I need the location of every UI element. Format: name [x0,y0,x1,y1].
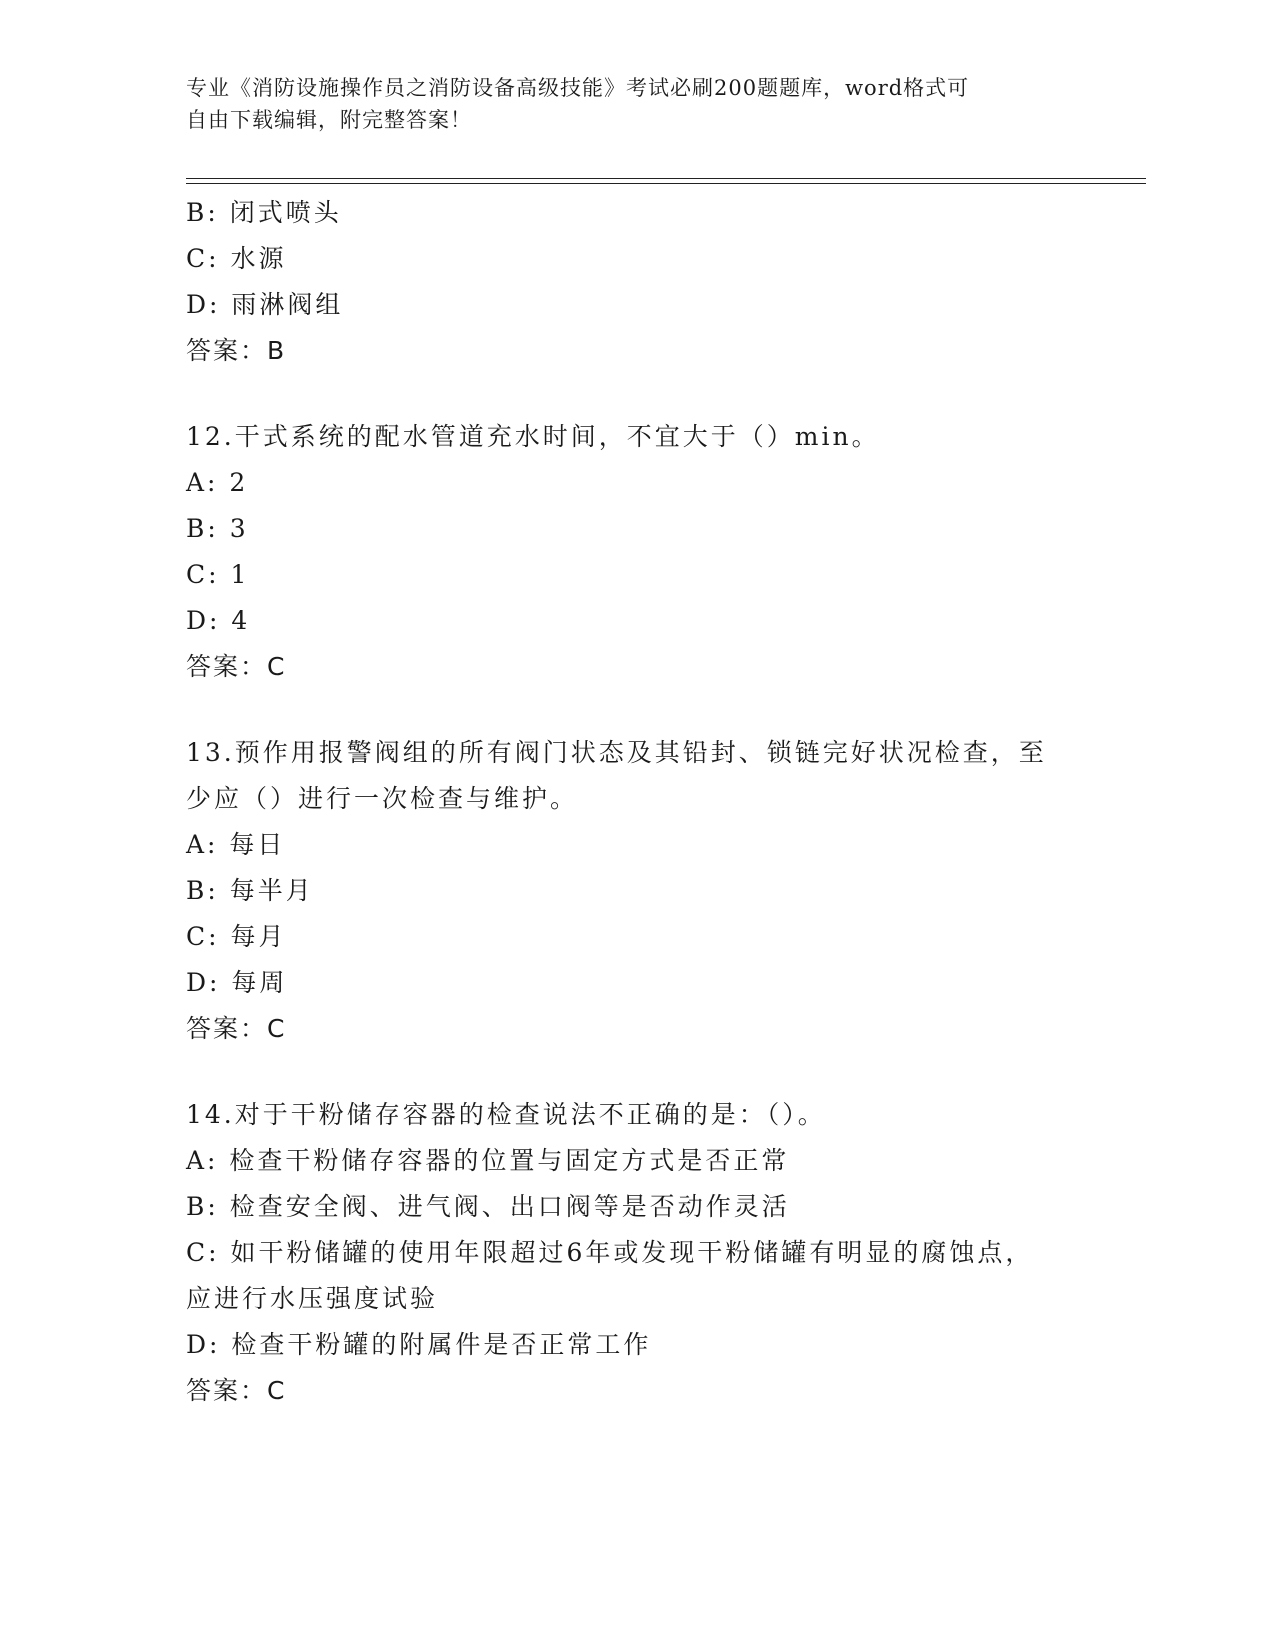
question-14-option-c-continued: 应进行水压强度试验 [186,1284,439,1313]
question-12-option-b: B: 3 [186,514,249,543]
spacer [186,690,1086,730]
question-14-answer: 答案：C [186,1376,287,1405]
question-12-text: 12.干式系统的配水管道充水时间，不宜大于（）min。 [186,422,880,451]
question-12-answer: 答案：C [186,652,287,681]
question-12-option-c: C: 1 [186,560,250,589]
question-11-option-d: D: 雨淋阀组 [186,290,344,319]
question-13-option-d: D: 每周 [186,968,288,997]
question-12-option-a: A: 2 [186,468,249,497]
question-12-block [186,414,1086,690]
question-13-option-a: A: 每日 [186,830,286,859]
question-11-option-c: C: 水源 [186,244,287,273]
question-11-block [186,190,1086,374]
question-11-answer: 答案：B [186,336,287,365]
question-11-option-b: B: 闭式喷头 [186,198,342,227]
question-14-option-d: D: 检查干粉罐的附属件是否正常工作 [186,1330,652,1359]
question-13-answer: 答案：C [186,1014,287,1043]
question-14-option-a: A: 检查干粉储存容器的位置与固定方式是否正常 [186,1146,790,1175]
question-14-option-c: C: 如干粉储罐的使用年限超过6年或发现干粉储罐有明显的腐蚀点， [186,1238,1034,1267]
question-13-text-line-1: 13.预作用报警阀组的所有阀门状态及其铅封、锁链完好状况检查，至 [186,738,1047,767]
question-13-option-c: C: 每月 [186,922,287,951]
document-body [186,190,1086,1414]
question-14-block [186,1092,1086,1414]
question-13-text-line-2: 少应（）进行一次检查与维护。 [186,784,579,813]
question-12-option-d: D: 4 [186,606,251,635]
document-header [186,72,1066,136]
header-line-1: 专业《消防设施操作员之消防设备高级技能》考试必刷200题题库，word格式可 [186,76,970,100]
header-line-2: 自由下载编辑，附完整答案！ [186,108,472,132]
header-divider-bottom [186,183,1146,184]
spacer [186,1052,1086,1092]
header-divider-top [186,178,1146,179]
spacer [186,374,1086,414]
question-13-block [186,730,1086,1052]
question-13-option-b: B: 每半月 [186,876,314,905]
question-14-option-b: B: 检查安全阀、进气阀、出口阀等是否动作灵活 [186,1192,790,1221]
question-14-text: 14.对于干粉储存容器的检查说法不正确的是：（）。 [186,1100,826,1129]
